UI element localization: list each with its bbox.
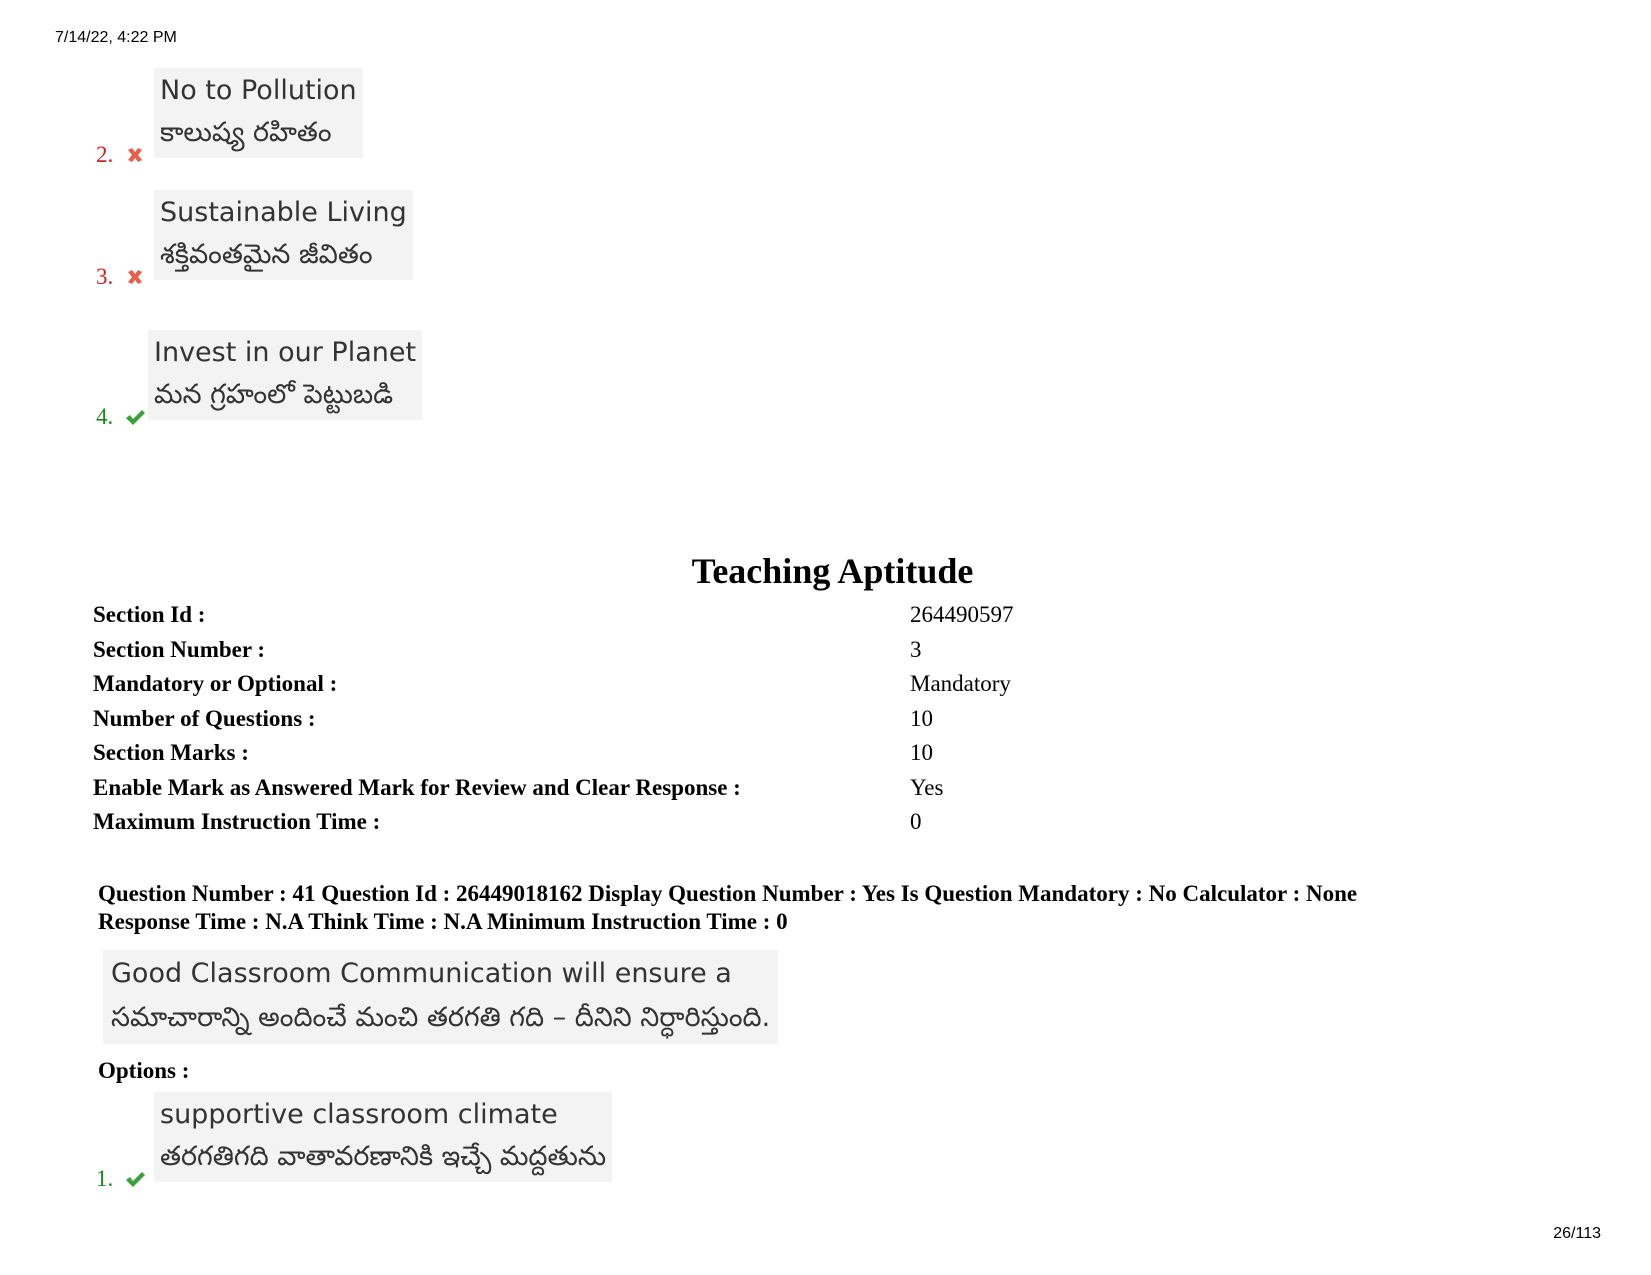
table-row [93, 667, 1014, 702]
print-timestamp: 7/14/22, 4:22 PM [55, 29, 177, 46]
row-label: Section Id : [93, 602, 206, 628]
option-text-telugu: మన గ్రహంలో పెట్టుబడి [154, 379, 394, 410]
row-label: Section Marks : [93, 740, 249, 766]
option-image [154, 190, 413, 280]
option-2 [96, 68, 696, 168]
option-text-telugu: తరగతిగది వాతావరణానికి ఇచ్చే మద్దతును [160, 1141, 607, 1172]
option-image [154, 68, 363, 158]
cross-icon [124, 266, 146, 288]
row-value: 10 [910, 705, 933, 731]
row-value: 0 [910, 809, 922, 835]
option-text-english: No to Pollution [160, 75, 357, 106]
row-value: 264490597 [910, 602, 1014, 628]
row-value: Yes [910, 774, 944, 800]
table-row [93, 805, 1014, 840]
cross-icon [124, 144, 146, 166]
section-title: Teaching Aptitude [691, 551, 974, 591]
row-label: Maximum Instruction Time : [93, 809, 381, 835]
check-icon [124, 406, 146, 428]
row-label: Mandatory or Optional : [93, 671, 338, 697]
row-value: 10 [910, 740, 933, 766]
option-text-telugu: శక్తివంతమైన జీవితం [160, 239, 373, 270]
option-4 [96, 330, 696, 430]
row-label: Number of Questions : [93, 705, 316, 731]
options-label: Options : [98, 1058, 190, 1083]
question-meta-line: Response Time : N.A Think Time : N.A Minimum Instruction Time : 0 [98, 909, 788, 934]
question-image [103, 950, 778, 1044]
table-row [93, 736, 1014, 771]
row-label: Section Number : [93, 636, 266, 662]
table-row [93, 702, 1014, 737]
option-number: 2. [96, 142, 114, 167]
row-value: 3 [910, 636, 922, 662]
option-number: 3. [96, 264, 114, 289]
option-text-english: supportive classroom climate [160, 1099, 558, 1130]
option-text-english: Invest in our Planet [154, 337, 417, 368]
table-row [93, 633, 1014, 668]
option-1 [96, 1092, 696, 1192]
row-label: Enable Mark as Answered Mark for Review and Clear Response : [93, 774, 741, 800]
question-text-english: Good Classroom Communication will ensure a [111, 958, 732, 989]
question-meta [98, 880, 1357, 936]
option-text-english: Sustainable Living [160, 197, 407, 228]
page-indicator: 26/113 [1553, 1225, 1601, 1242]
option-3 [96, 190, 696, 290]
option-image [154, 1092, 612, 1182]
option-text-telugu: కాలుష్య రహితం [160, 117, 332, 148]
option-number: 4. [96, 404, 114, 429]
option-number: 1. [96, 1166, 114, 1191]
table-row [93, 771, 1014, 806]
table-row [93, 598, 1014, 633]
section-info-table [93, 598, 1014, 840]
check-icon [124, 1168, 146, 1190]
question-text-telugu: సమాచారాన్ని అందించే మంచి తరగతి గది – దీనిని నిర్ధారిస్తుంది. [111, 1002, 771, 1033]
question-meta-line: Question Number : 41 Question Id : 26449018162 Display Question Number : Yes Is Question Mandatory : No Calculator : None [98, 881, 1358, 906]
row-value: Mandatory [910, 671, 1011, 697]
option-image [148, 330, 422, 420]
